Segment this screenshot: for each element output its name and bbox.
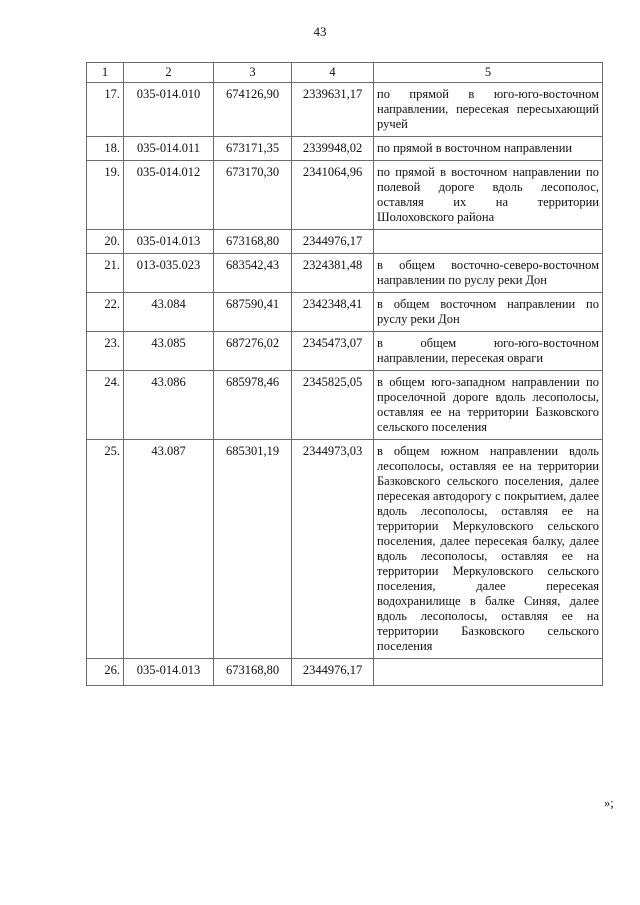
table-row [87,293,603,332]
coordinate-x: 685301,19 [214,440,292,659]
coordinate-x: 685978,46 [214,371,292,440]
row-number: 17. [87,83,124,137]
closing-quote-mark: »; [604,796,614,810]
coordinate-x: 673168,80 [214,230,292,254]
point-code: 035-014.013 [124,659,214,686]
coordinate-x: 683542,43 [214,254,292,293]
boundary-points-table [86,62,603,686]
row-number: 26. [87,659,124,686]
point-code: 035-014.011 [124,137,214,161]
coordinate-y: 2339631,17 [292,83,374,137]
boundary-description: по прямой в восточном направлении [374,137,603,161]
coordinate-x: 673168,80 [214,659,292,686]
point-code: 43.085 [124,332,214,371]
table-row [87,659,603,686]
column-header: 5 [374,63,603,83]
table-row [87,83,603,137]
coordinate-y: 2344976,17 [292,659,374,686]
boundary-description: в общем юго-юго-восточном направлении, пересекая овраги [374,332,603,371]
coordinate-x: 687276,02 [214,332,292,371]
coordinate-y: 2344973,03 [292,440,374,659]
table-row [87,332,603,371]
table-row [87,254,603,293]
column-header: 1 [87,63,124,83]
boundary-description: по прямой в восточном направлении по полевой дороге вдоль лесополос, оставляя их на территории Шолоховского района [374,161,603,230]
column-header: 3 [214,63,292,83]
coordinate-y: 2341064,96 [292,161,374,230]
coordinate-y: 2339948,02 [292,137,374,161]
page-number: 43 [313,24,327,39]
point-code: 43.087 [124,440,214,659]
boundary-description [374,659,603,686]
row-number: 19. [87,161,124,230]
boundary-description: по прямой в юго-юго-восточном направлении, пересекая пересыхающий ручей [374,83,603,137]
row-number: 20. [87,230,124,254]
table-row [87,230,603,254]
row-number: 25. [87,440,124,659]
boundary-description: в общем восточном направлении по руслу реки Дон [374,293,603,332]
boundary-description: в общем южном направлении вдоль лесополосы, оставляя ее на территории Базковского сельского поселения, далее пересекая автодорогу с покрытием, далее вдоль лесополосы, оставляя ее на территории Меркуловского сельского поселения, далее пересекая балку, далее вдоль лесополосы, оставляя ее на территории Меркуловского сельского поселения, далее пересекая водохранилище в балке Синяя, далее вдоль лесополосы, оставляя ее на территории Базковского сельского поселения [374,440,603,659]
row-number: 23. [87,332,124,371]
coordinate-x: 674126,90 [214,83,292,137]
row-number: 22. [87,293,124,332]
coordinate-y: 2345473,07 [292,332,374,371]
table-row [87,371,603,440]
coordinate-y: 2344976,17 [292,230,374,254]
column-header: 4 [292,63,374,83]
coordinate-x: 673171,35 [214,137,292,161]
coordinate-x: 673170,30 [214,161,292,230]
boundary-description: в общем юго-западном направлении по проселочной дороге вдоль лесополосы, оставляя ее на территории Базковского сельского поселения [374,371,603,440]
boundary-description [374,230,603,254]
table-row [87,440,603,659]
row-number: 18. [87,137,124,161]
point-code: 013-035.023 [124,254,214,293]
coordinate-y: 2342348,41 [292,293,374,332]
table-row [87,161,603,230]
boundary-description: в общем восточно-северо-восточном направлении по руслу реки Дон [374,254,603,293]
point-code: 035-014.012 [124,161,214,230]
coordinate-y: 2345825,05 [292,371,374,440]
coordinate-y: 2324381,48 [292,254,374,293]
table-row [87,137,603,161]
row-number: 21. [87,254,124,293]
row-number: 24. [87,371,124,440]
point-code: 43.084 [124,293,214,332]
table-header-row [87,63,603,83]
point-code: 035-014.010 [124,83,214,137]
coordinate-x: 687590,41 [214,293,292,332]
point-code: 035-014.013 [124,230,214,254]
point-code: 43.086 [124,371,214,440]
column-header: 2 [124,63,214,83]
